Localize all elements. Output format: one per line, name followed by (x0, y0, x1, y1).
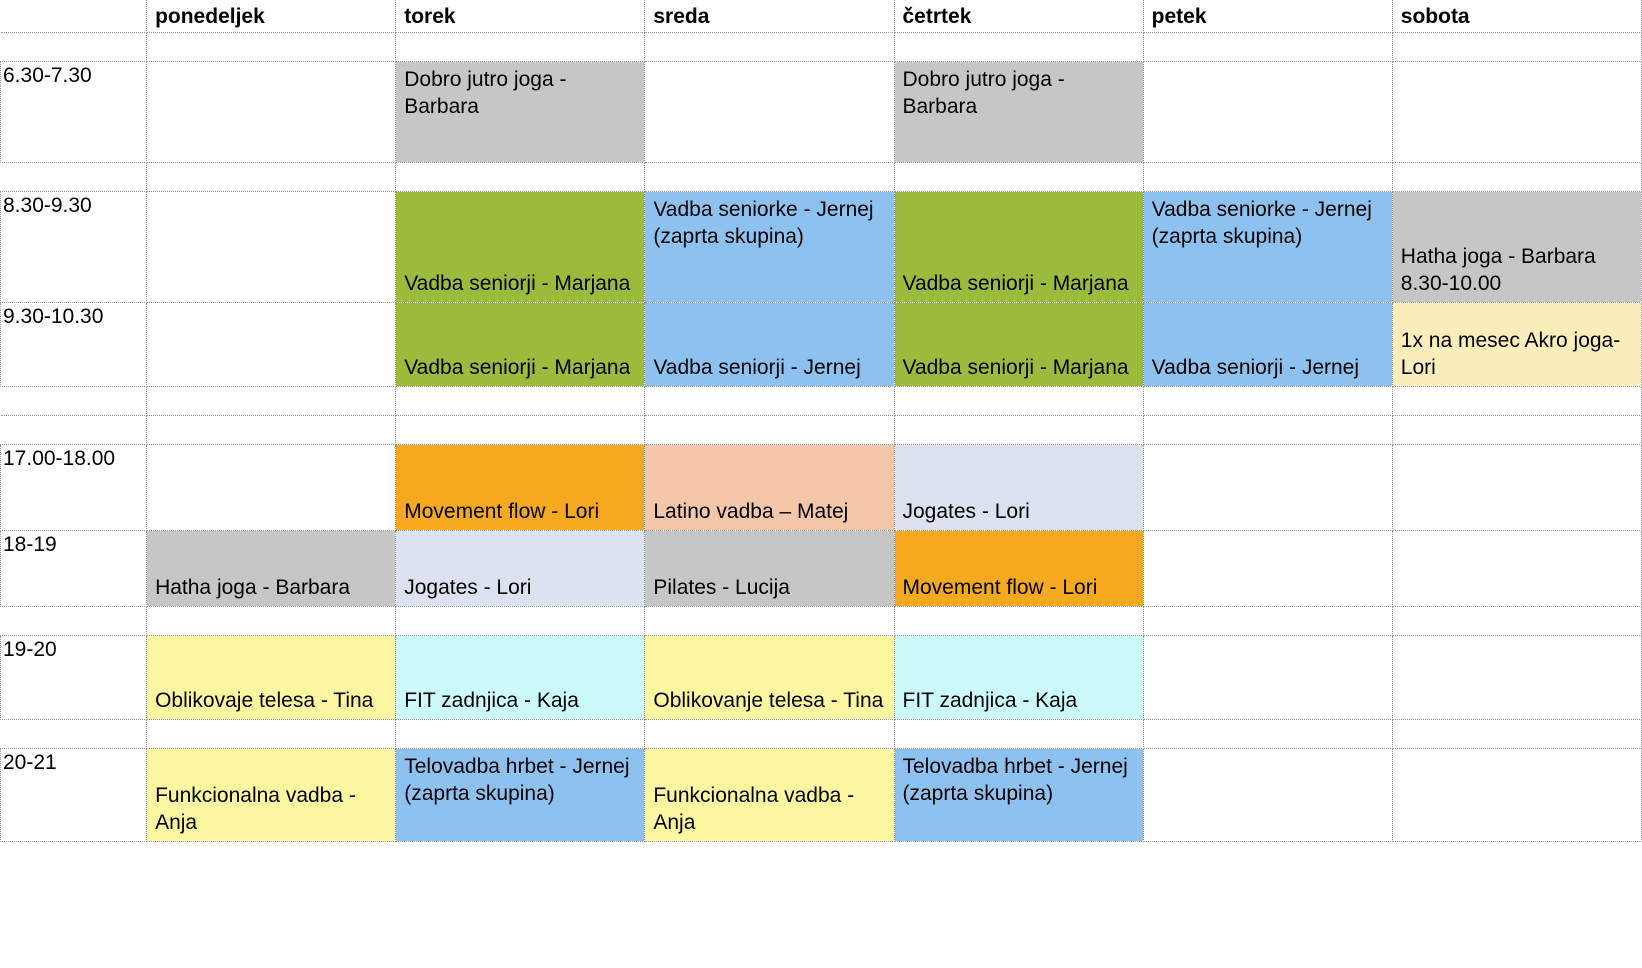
spacer-cell (894, 416, 1143, 445)
class-cell[interactable] (396, 62, 645, 163)
class-cell-text (1393, 601, 1641, 606)
class-cell-text: Oblikovaje telesa - Tina (155, 689, 374, 712)
spacer-cell (1143, 607, 1392, 636)
class-cell[interactable] (894, 531, 1143, 607)
class-cell-text: Vadba seniorji - Jernej (1151, 356, 1360, 379)
time-slot-text: 20-21 (3, 751, 57, 774)
empty-cell (1143, 749, 1392, 842)
spacer-cell (147, 720, 396, 749)
spacer-cell (396, 416, 645, 445)
class-cell[interactable] (396, 303, 645, 387)
spacer-cell (147, 387, 396, 416)
class-cell-text (147, 525, 395, 530)
class-cell[interactable] (1143, 303, 1392, 387)
spacer-cell (396, 33, 645, 62)
empty-cell (1392, 749, 1641, 842)
schedule-row (1, 749, 1642, 842)
class-cell[interactable] (396, 531, 645, 607)
spacer-time-cell (1, 33, 147, 62)
day-header-cetrtek (894, 0, 1143, 33)
class-cell[interactable] (645, 531, 894, 607)
class-cell[interactable] (1392, 303, 1641, 387)
class-cell-text: Hatha joga - Barbara 8.30-10.00 (1400, 245, 1596, 295)
class-cell-text: Vadba seniorji - Marjana (902, 272, 1129, 295)
schedule-row (1, 303, 1642, 387)
schedule-row (1, 531, 1642, 607)
class-cell-text: Pilates - Lucija (653, 576, 790, 599)
class-cell-text (1393, 836, 1641, 841)
class-cell-text: FIT zadnjica - Kaja (404, 689, 579, 712)
spacer-row (1, 720, 1642, 749)
class-cell[interactable] (645, 192, 894, 303)
time-slot-label (1, 303, 147, 387)
table-header-row (1, 0, 1642, 33)
time-slot-label (1, 636, 147, 720)
class-cell-text: Jogates - Lori (404, 576, 532, 599)
time-slot-text: 8.30-9.30 (3, 194, 92, 217)
day-header-ponedeljek (147, 0, 396, 33)
spacer-cell (894, 607, 1143, 636)
spacer-cell (1143, 416, 1392, 445)
class-cell-text (147, 62, 395, 70)
class-cell[interactable] (645, 445, 894, 531)
spacer-cell (645, 33, 894, 62)
day-header-sobota (1392, 0, 1641, 33)
class-cell[interactable] (894, 445, 1143, 531)
day-header-torek (396, 0, 645, 33)
spacer-cell (1143, 33, 1392, 62)
time-slot-label (1, 62, 147, 163)
class-cell-text: 1x na mesec Akro joga-Lori (1400, 329, 1621, 379)
empty-cell (147, 303, 396, 387)
empty-cell (1392, 531, 1641, 607)
class-cell-text (1393, 62, 1641, 70)
empty-cell (1143, 531, 1392, 607)
class-cell-text: Vadba seniorke - Jernej (zaprta skupina) (653, 198, 874, 248)
day-header-sreda (645, 0, 894, 33)
class-cell[interactable] (396, 445, 645, 531)
schedule-row (1, 445, 1642, 531)
spacer-cell (1392, 163, 1641, 192)
spacer-cell (1392, 387, 1641, 416)
spacer-row (1, 416, 1642, 445)
spacer-time-cell (1, 163, 147, 192)
spacer-cell (1392, 416, 1641, 445)
spacer-cell (396, 607, 645, 636)
spacer-cell (1392, 607, 1641, 636)
spacer-row (1, 607, 1642, 636)
spacer-time-cell (1, 416, 147, 445)
class-cell-text (1144, 836, 1392, 841)
spacer-cell (894, 720, 1143, 749)
spacer-row (1, 163, 1642, 192)
class-cell-text: Dobro jutro joga - Barbara (404, 68, 567, 118)
class-cell[interactable] (894, 62, 1143, 163)
schedule-row (1, 62, 1642, 163)
spacer-cell (1143, 720, 1392, 749)
schedule-body (1, 33, 1642, 842)
class-cell[interactable] (396, 749, 645, 842)
spacer-cell (645, 163, 894, 192)
class-cell-text: Oblikovanje telesa - Tina (653, 689, 884, 712)
spacer-cell (894, 163, 1143, 192)
spacer-cell (645, 416, 894, 445)
time-slot-text: 17.00-18.00 (3, 447, 116, 470)
spacer-time-cell (1, 387, 147, 416)
class-cell-text (645, 62, 893, 70)
class-cell-text: Vadba seniorji - Marjana (404, 272, 631, 295)
schedule-row (1, 636, 1642, 720)
time-slot-label (1, 445, 147, 531)
class-cell[interactable] (147, 636, 396, 720)
class-cell-text: Telovadba hrbet - Jernej (zaprta skupina) (404, 755, 630, 805)
class-cell-text: Funkcionalna vadba - Anja (155, 784, 356, 834)
empty-cell (147, 62, 396, 163)
class-cell[interactable] (396, 636, 645, 720)
class-cell[interactable] (645, 303, 894, 387)
day-header-label: torek (404, 4, 456, 28)
spacer-cell (645, 607, 894, 636)
class-cell-text: Vadba seniorji - Jernej (653, 356, 861, 379)
class-cell[interactable] (894, 303, 1143, 387)
class-cell-text (1144, 714, 1392, 719)
time-slot-text: 18-19 (3, 533, 57, 556)
class-cell-text (1144, 525, 1392, 530)
spacer-cell (645, 720, 894, 749)
spacer-cell (147, 416, 396, 445)
empty-cell (1143, 636, 1392, 720)
class-cell[interactable] (1392, 192, 1641, 303)
day-header-petek (1143, 0, 1392, 33)
empty-cell (1392, 62, 1641, 163)
empty-cell (645, 62, 894, 163)
class-cell[interactable] (147, 531, 396, 607)
spacer-cell (1392, 720, 1641, 749)
class-cell-text: Hatha joga - Barbara (155, 576, 351, 599)
empty-cell (147, 192, 396, 303)
spacer-cell (894, 33, 1143, 62)
spacer-cell (894, 387, 1143, 416)
class-cell[interactable] (147, 749, 396, 842)
class-cell-text: Vadba seniorji - Marjana (902, 356, 1129, 379)
spacer-cell (1143, 163, 1392, 192)
class-cell-text (147, 381, 395, 386)
class-cell-text (1393, 714, 1641, 719)
class-cell-text: Vadba seniorji - Marjana (404, 356, 631, 379)
empty-cell (1143, 62, 1392, 163)
spacer-time-cell (1, 607, 147, 636)
spacer-cell (147, 163, 396, 192)
day-header-label: ponedeljek (155, 4, 265, 28)
spacer-cell (1392, 33, 1641, 62)
spacer-row (1, 33, 1642, 62)
class-cell-text (1144, 601, 1392, 606)
class-cell[interactable] (894, 192, 1143, 303)
spacer-cell (1143, 387, 1392, 416)
class-cell[interactable] (396, 192, 645, 303)
spacer-cell (396, 720, 645, 749)
empty-cell (1392, 636, 1641, 720)
day-header-label: četrtek (902, 4, 972, 28)
spacer-row (1, 387, 1642, 416)
class-cell[interactable] (894, 636, 1143, 720)
day-header-label: sobota (1400, 4, 1470, 28)
spacer-time-cell (1, 720, 147, 749)
spacer-cell (147, 33, 396, 62)
time-slot-label (1, 531, 147, 607)
class-cell-text: Latino vadba – Matej (653, 500, 849, 523)
class-cell-text: Jogates - Lori (902, 500, 1030, 523)
spacer-cell (396, 387, 645, 416)
schedule-row (1, 192, 1642, 303)
time-slot-text: 19-20 (3, 638, 57, 661)
class-cell-text: Funkcionalna vadba - Anja (653, 784, 855, 834)
time-slot-text: 6.30-7.30 (3, 64, 92, 87)
spacer-cell (147, 607, 396, 636)
time-column-header (1, 0, 147, 33)
time-slot-text: 9.30-10.30 (3, 305, 104, 328)
day-header-label: sreda (653, 4, 710, 28)
spacer-cell (396, 163, 645, 192)
empty-cell (147, 445, 396, 531)
class-cell-text: Vadba seniorke - Jernej (zaprta skupina) (1151, 198, 1372, 248)
empty-cell (1392, 445, 1641, 531)
class-cell-text (1393, 525, 1641, 530)
time-slot-label (1, 749, 147, 842)
time-slot-label (1, 192, 147, 303)
class-cell[interactable] (1143, 192, 1392, 303)
class-cell-text (1144, 62, 1392, 70)
class-cell-text: Dobro jutro joga - Barbara (902, 68, 1065, 118)
class-cell-text (147, 297, 395, 302)
class-cell[interactable] (645, 636, 894, 720)
class-cell-text: Telovadba hrbet - Jernej (zaprta skupina) (902, 755, 1128, 805)
class-cell[interactable] (894, 749, 1143, 842)
day-header-label: petek (1151, 4, 1207, 28)
class-cell-text: Movement flow - Lori (902, 576, 1098, 599)
empty-cell (1143, 445, 1392, 531)
class-cell[interactable] (645, 749, 894, 842)
class-cell-text: Movement flow - Lori (404, 500, 600, 523)
spacer-cell (645, 387, 894, 416)
class-cell-text: FIT zadnjica - Kaja (902, 689, 1078, 712)
